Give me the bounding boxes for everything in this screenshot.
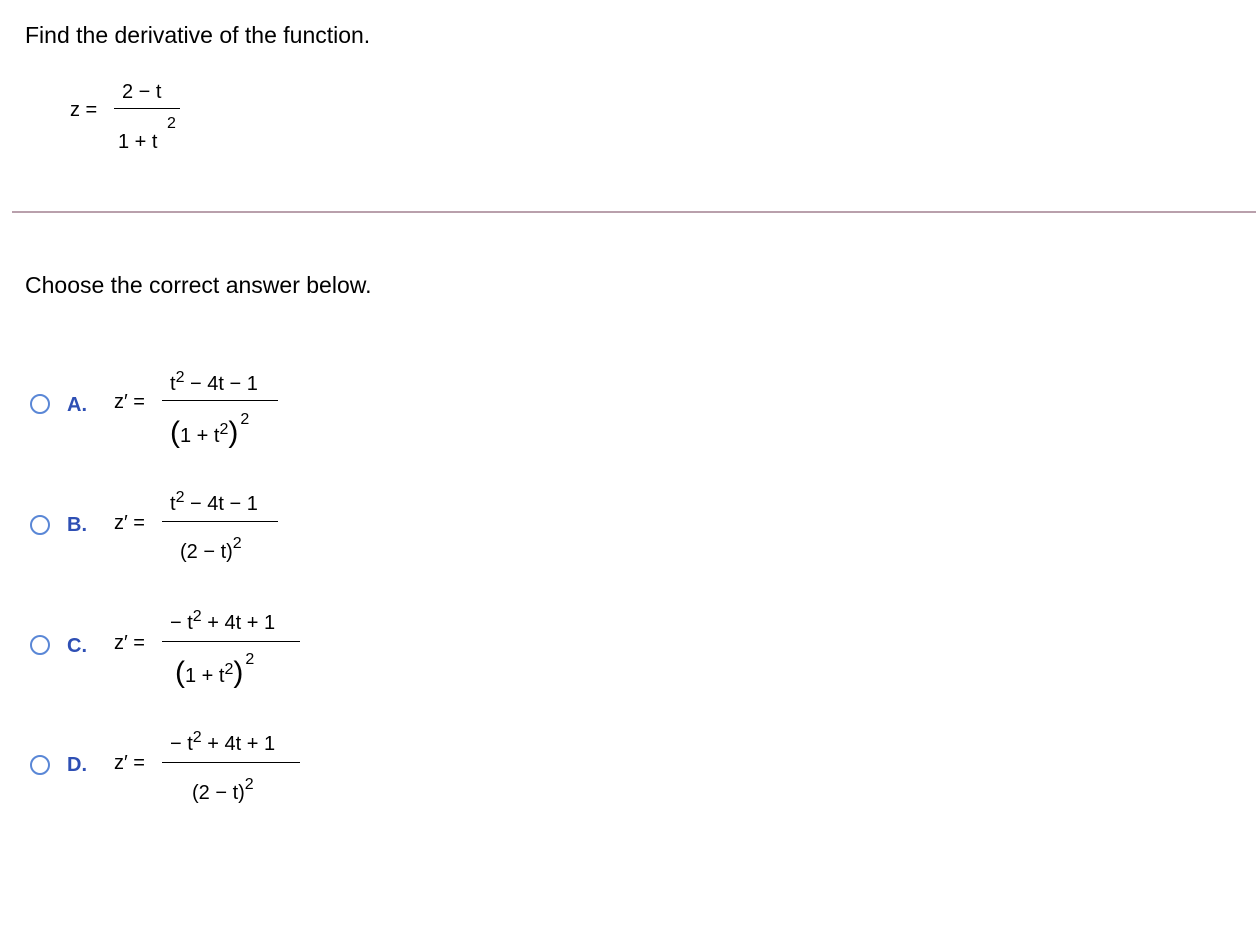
choice-a-numerator [170,370,258,396]
choice-a-num-exponent: 2 [175,369,185,386]
choice-d-num-exponent: 2 [192,729,202,746]
choice-a-lhs: z′ = [114,391,145,413]
radio-a[interactable] [30,394,50,414]
choice-a-den-exponent: 2 [240,411,250,428]
choice-c-num-exponent: 2 [192,608,202,625]
radio-d[interactable] [30,755,50,775]
choice-c-num-pre: − t [170,612,193,634]
instructions: Choose the correct answer below. [25,272,372,298]
choice-c-letter[interactable]: C. [67,635,87,657]
function-fraction-bar [114,108,180,109]
choice-b-numerator [170,490,258,516]
function-denominator-exponent: 2 [167,115,176,132]
choice-a-letter[interactable]: A. [67,394,87,416]
choice-c[interactable] [30,590,320,700]
choice-a-den-inner: 1 + t [180,425,220,447]
choice-d-den-exponent: 2 [244,776,254,793]
choice-c-num-rest: + 4t + 1 [201,612,276,634]
choice-b-den-exponent: 2 [232,535,242,552]
radio-b[interactable] [30,515,50,535]
choice-d-lhs: z′ = [114,752,145,774]
choice-d-denominator [192,777,254,805]
choice-b-denominator [180,536,242,564]
choice-c-numerator [170,609,275,635]
choice-a-den-close: ) [228,416,239,449]
choice-c-den-close: ) [233,656,244,689]
question-prompt: Find the derivative of the function. [25,22,371,48]
choice-c-den-inner-exponent: 2 [224,661,234,678]
choice-a[interactable] [30,350,310,460]
choice-c-den-open: ( [175,656,185,689]
function-numerator: 2 − t [122,81,162,103]
choice-b-den-text: (2 − t) [180,541,233,563]
choice-b-fraction-bar [162,521,278,522]
choice-a-fraction-bar [162,400,278,401]
choice-d-numerator [170,730,275,756]
choice-a-denominator [170,412,249,448]
choice-d-fraction-bar [162,762,300,763]
radio-c[interactable] [30,635,50,655]
choice-d-letter[interactable]: D. [67,754,87,776]
choice-b[interactable] [30,480,310,580]
choice-c-denominator [175,652,254,688]
choice-a-num-t: t [170,373,176,395]
choice-b-num-exponent: 2 [175,489,185,506]
choice-b-num-rest: − 4t − 1 [184,493,258,515]
choice-b-letter[interactable]: B. [67,514,87,536]
choice-b-lhs: z′ = [114,512,145,534]
function-lhs: z = [70,99,98,121]
choice-c-den-exponent: 2 [245,651,255,668]
choice-a-den-open: ( [170,416,180,449]
given-function [70,80,190,160]
choice-d-num-pre: − t [170,733,193,755]
function-denominator: 1 + t [118,131,158,153]
section-divider [12,211,1256,213]
choice-d[interactable] [30,718,320,818]
choice-d-num-rest: + 4t + 1 [201,733,276,755]
choice-b-num-t: t [170,493,176,515]
choice-d-den-text: (2 − t) [192,782,245,804]
choice-a-num-rest: − 4t − 1 [184,373,258,395]
choice-c-lhs: z′ = [114,632,145,654]
choice-c-den-inner: 1 + t [185,665,225,687]
choice-c-fraction-bar [162,641,300,642]
choice-a-den-inner-exponent: 2 [219,421,229,438]
